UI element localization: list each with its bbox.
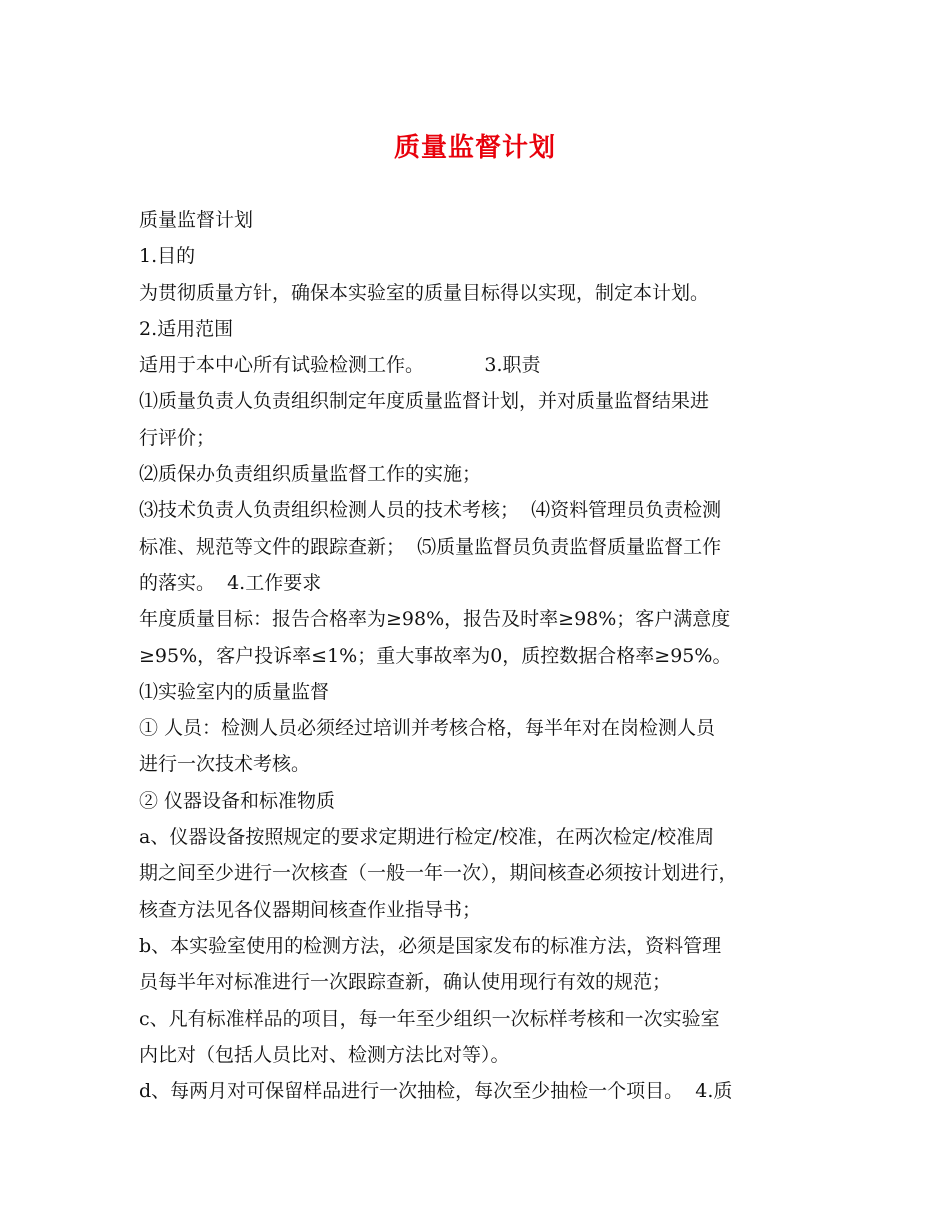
body-line: ① 人员：检测人员必须经过培训并考核合格，每半年对在岗检测人员 [139, 717, 716, 740]
body-line: ⑴实验室内的质量监督 [139, 680, 330, 703]
body-line: ⑵质保办负责组织质量监督工作的实施； [139, 463, 482, 486]
body-line: ≥95%，客户投诉率≤1%；重大事故率为0，质控数据合格率≥95%。 [139, 644, 732, 667]
body-line: 适用于本中心所有试验检测工作。 3.职责 [139, 354, 541, 377]
body-line: 年度质量目标：报告合格率为≥98%，报告及时率≥98%；客户满意度 [139, 608, 731, 631]
body-line: 核查方法见各仪器期间核查作业指导书； [139, 898, 482, 921]
body-line: 1.目的 [139, 245, 196, 268]
body-line: 进行一次技术考核。 [139, 753, 311, 776]
body-line: b、本实验室使用的检测方法，必须是国家发布的标准方法，资料管理 [139, 934, 722, 957]
body-line: ⑴质量负责人负责组织制定年度质量监督计划，并对质量监督结果进 [139, 390, 710, 413]
body-line: d、每两月对可保留样品进行一次抽检，每次至少抽检一个项目。 4.质 [139, 1080, 733, 1103]
body-line: 质量监督计划 [139, 209, 254, 231]
body-line: 行评价； [139, 426, 216, 449]
body-line: 内比对（包括人员比对、检测方法比对等）。 [139, 1043, 510, 1066]
body-line: 员每半年对标准进行一次跟踪查新，确认使用现行有效的规范； [139, 971, 672, 994]
document-title: 质量监督计划 [393, 133, 556, 163]
body-line: a、仪器设备按照规定的要求定期进行检定/校准，在两次检定/校准周 [139, 826, 715, 849]
body-line: c、凡有标准样品的项目，每一年至少组织一次标样考核和一次实验室 [139, 1007, 720, 1030]
body-line: 标准、规范等文件的跟踪查新； ⑸质量监督员负责监督质量监督工作 [139, 535, 722, 558]
body-line: 2.适用范围 [139, 317, 234, 340]
document-body [139, 202, 819, 1109]
body-line: 的落实。 4.工作要求 [139, 571, 322, 594]
body-line: ② 仪器设备和标准物质 [139, 789, 336, 812]
body-line: ⑶技术负责人负责组织检测人员的技术考核； ⑷资料管理员负责检测 [139, 499, 722, 522]
body-line: 为贯彻质量方针，确保本实验室的质量目标得以实现，制定本计划。 [139, 281, 710, 304]
body-line: 期之间至少进行一次核查（一般一年一次），期间核查必须按计划进行， [139, 862, 738, 885]
